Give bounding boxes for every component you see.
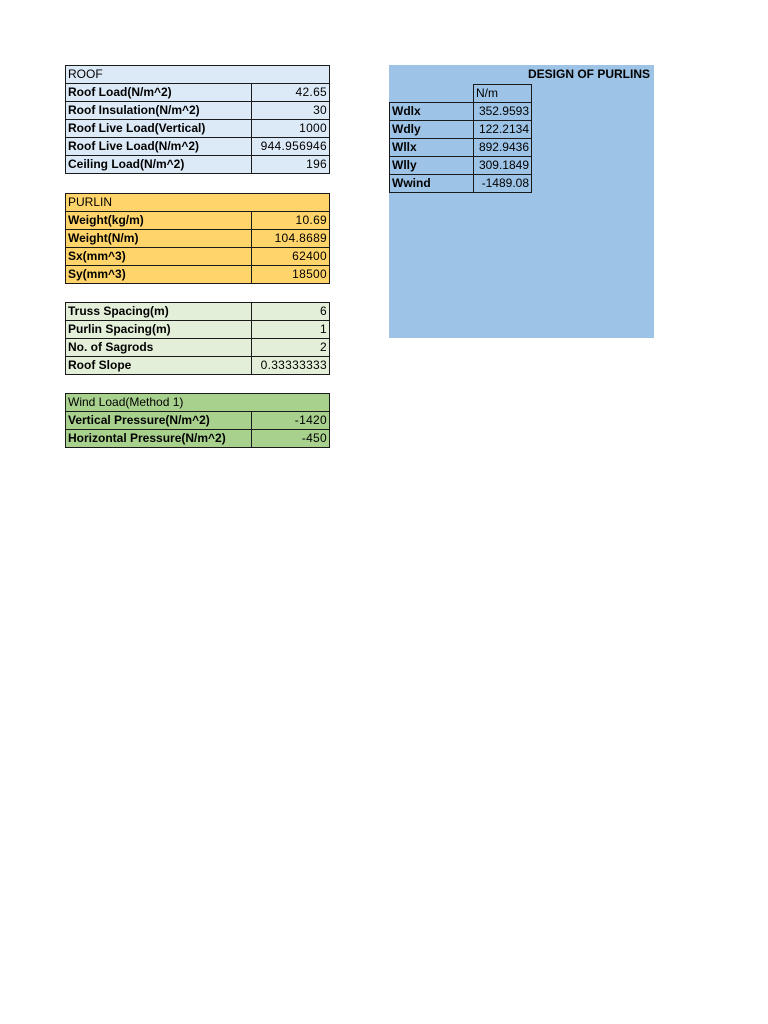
- weight-n-label[interactable]: Weight(N/m): [66, 230, 252, 248]
- sagrods-label[interactable]: No. of Sagrods: [66, 339, 252, 357]
- wlly-label[interactable]: Wlly: [390, 157, 474, 175]
- roof-insulation-label[interactable]: Roof Insulation(N/m^2): [66, 102, 252, 120]
- table-row: [390, 175, 532, 193]
- roof-slope-label[interactable]: Roof Slope: [66, 357, 252, 375]
- sx-value[interactable]: 62400: [252, 248, 330, 266]
- roof-live-load-label[interactable]: Roof Live Load(N/m^2): [66, 138, 252, 156]
- table-row: [66, 138, 330, 156]
- wdlx-label[interactable]: Wdlx: [390, 103, 474, 121]
- wwind-label[interactable]: Wwind: [390, 175, 474, 193]
- wwind-value[interactable]: -1489.08: [474, 175, 532, 193]
- purlin-spacing-value[interactable]: 1: [252, 321, 330, 339]
- design-blank-cell[interactable]: [390, 85, 474, 103]
- table-row: [66, 321, 330, 339]
- wdlx-value[interactable]: 352.9593: [474, 103, 532, 121]
- table-row: [66, 339, 330, 357]
- wind-load-table: [65, 393, 330, 448]
- table-row: [66, 430, 330, 448]
- table-row: [390, 85, 532, 103]
- design-of-purlins-panel: [389, 65, 654, 338]
- table-row: [66, 266, 330, 284]
- table-row: [66, 156, 330, 174]
- table-row: [390, 157, 532, 175]
- wdly-value[interactable]: 122.2134: [474, 121, 532, 139]
- table-row: [66, 357, 330, 375]
- vertical-pressure-label[interactable]: Vertical Pressure(N/m^2): [66, 412, 252, 430]
- table-row: [66, 303, 330, 321]
- design-results-table: [389, 84, 532, 193]
- truss-spacing-value[interactable]: 6: [252, 303, 330, 321]
- weight-n-value[interactable]: 104.8689: [252, 230, 330, 248]
- table-row: [66, 248, 330, 266]
- roof-live-load-vertical-label[interactable]: Roof Live Load(Vertical): [66, 120, 252, 138]
- wind-load-header[interactable]: Wind Load(Method 1): [66, 394, 330, 412]
- roof-insulation-value[interactable]: 30: [252, 102, 330, 120]
- table-row: [390, 121, 532, 139]
- table-row: [66, 212, 330, 230]
- wllx-label[interactable]: Wllx: [390, 139, 474, 157]
- roof-header[interactable]: ROOF: [66, 66, 330, 84]
- design-title[interactable]: DESIGN OF PURLINS: [527, 67, 650, 81]
- weight-kg-value[interactable]: 10.69: [252, 212, 330, 230]
- unit-header[interactable]: N/m: [474, 85, 532, 103]
- sy-value[interactable]: 18500: [252, 266, 330, 284]
- table-row: [390, 139, 532, 157]
- truss-spacing-label[interactable]: Truss Spacing(m): [66, 303, 252, 321]
- vertical-pressure-value[interactable]: -1420: [252, 412, 330, 430]
- wllx-value[interactable]: 892.9436: [474, 139, 532, 157]
- table-row: [66, 84, 330, 102]
- roof-load-value[interactable]: 42.65: [252, 84, 330, 102]
- roof-live-load-value[interactable]: 944.956946: [252, 138, 330, 156]
- sx-label[interactable]: Sx(mm^3): [66, 248, 252, 266]
- table-row: [66, 120, 330, 138]
- table-row: [66, 412, 330, 430]
- roof-slope-value[interactable]: 0.33333333: [252, 357, 330, 375]
- purlin-table: [65, 193, 330, 284]
- table-row: [66, 102, 330, 120]
- table-row: [390, 103, 532, 121]
- weight-kg-label[interactable]: Weight(kg/m): [66, 212, 252, 230]
- wlly-value[interactable]: 309.1849: [474, 157, 532, 175]
- roof-live-load-vertical-value[interactable]: 1000: [252, 120, 330, 138]
- wdly-label[interactable]: Wdly: [390, 121, 474, 139]
- sy-label[interactable]: Sy(mm^3): [66, 266, 252, 284]
- roof-table: [65, 65, 330, 174]
- ceiling-load-label[interactable]: Ceiling Load(N/m^2): [66, 156, 252, 174]
- horizontal-pressure-label[interactable]: Horizontal Pressure(N/m^2): [66, 430, 252, 448]
- horizontal-pressure-value[interactable]: -450: [252, 430, 330, 448]
- purlin-spacing-label[interactable]: Purlin Spacing(m): [66, 321, 252, 339]
- table-row: [66, 230, 330, 248]
- purlin-header[interactable]: PURLIN: [66, 194, 330, 212]
- ceiling-load-value[interactable]: 196: [252, 156, 330, 174]
- spacing-table: [65, 302, 330, 375]
- roof-load-label[interactable]: Roof Load(N/m^2): [66, 84, 252, 102]
- sagrods-value[interactable]: 2: [252, 339, 330, 357]
